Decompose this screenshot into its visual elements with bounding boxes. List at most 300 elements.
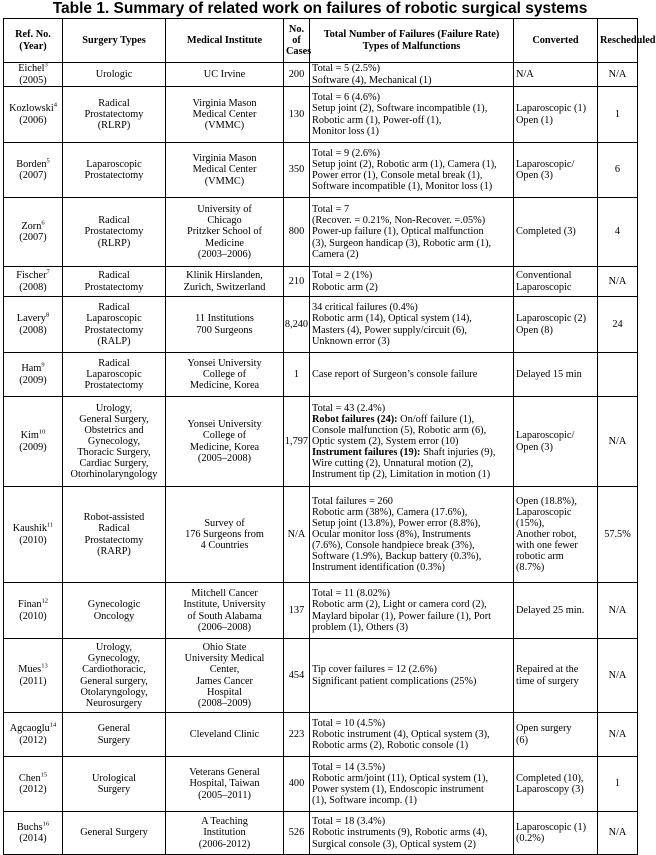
cell-line: Medicine, Korea: [189, 441, 260, 453]
cell-line: Laparoscopic: [516, 281, 572, 293]
cell-line: Cardiac Surgery,: [79, 458, 149, 470]
cell-line: Urology,: [95, 642, 133, 654]
cell-line: General Surgery: [80, 827, 148, 839]
cell-cases: 130: [284, 87, 310, 143]
ref-number: 8: [45, 311, 50, 319]
ref-year: (2012): [19, 784, 47, 795]
failure-line: [312, 92, 511, 103]
failure-line: [312, 325, 511, 336]
cell-line: Open (18.8%),: [516, 495, 577, 507]
cell-line: Medicine, Korea: [189, 380, 260, 392]
cell-converted: [514, 812, 598, 855]
cell-ref: [4, 353, 63, 397]
cell-line: Prostatectomy: [84, 108, 144, 120]
cell-cases: 400: [284, 757, 310, 812]
cell-line: Prostatectomy: [84, 534, 144, 546]
failure-text: Power system (1), Endoscopic instrument: [312, 784, 484, 795]
cell-line: Conventional: [516, 270, 572, 282]
table-row: [4, 397, 638, 487]
cell-line: 11 Institutions: [195, 313, 254, 325]
failure-line: [312, 226, 511, 237]
failure-line: [312, 115, 511, 126]
cell-line: (2008–2009): [197, 697, 252, 709]
cell-failures: [310, 487, 514, 583]
cell-line: Laparoscopic/: [516, 430, 575, 442]
ref-year: (2008): [19, 281, 47, 293]
failure-text: Robotic arm (14), Optical system (14),: [312, 313, 472, 325]
cell-converted: [514, 87, 598, 143]
ref-author: Buchs: [16, 821, 43, 833]
failure-text: Maylard bipolar (1), Power failure (1), Port: [312, 610, 491, 622]
failure-text: Instrument identification (0.3%): [312, 562, 445, 574]
ref-author: Borden: [16, 158, 47, 170]
failure-text: Shaft injuries (9),: [420, 447, 496, 459]
cell-rescheduled: 6: [598, 143, 638, 198]
ref-number: 6: [41, 219, 45, 227]
cell-line: (8.7%): [516, 562, 545, 574]
cell-ref: [4, 87, 63, 143]
failure-line: [312, 839, 511, 850]
header-cases: [284, 19, 310, 63]
cell-ref: [4, 143, 63, 198]
table-row: [4, 87, 638, 143]
header-rescheduled: [598, 19, 656, 63]
cell-line: (Year): [19, 40, 47, 52]
cell-line: N/A: [516, 68, 534, 80]
cell-line: Thoracic Surgery,: [77, 447, 151, 459]
cell-line: Zurich, Switzerland: [183, 281, 266, 293]
failure-text: Robotic arm (2), Light or camera cord (2),: [312, 599, 487, 611]
cell-cases: 200: [284, 63, 310, 87]
failure-line: [312, 403, 511, 414]
failure-line: [312, 529, 511, 540]
cell-line: (VMMC): [204, 120, 245, 132]
cell-ref: [4, 198, 63, 267]
cell-line: Medical Center: [192, 164, 257, 176]
table-row: [4, 583, 638, 639]
ref-author: Finan: [18, 599, 42, 611]
cell-line: Laparoscopic (2): [516, 313, 587, 325]
failure-line: [312, 551, 511, 562]
header-ref: [4, 19, 63, 63]
table-row: [4, 639, 638, 713]
cell-surgery-types: [63, 812, 166, 855]
ref-number: 10: [38, 428, 46, 436]
failure-text: (Recover. = 0.21%, Non-Recover. =.05%): [312, 215, 486, 227]
failure-line: [312, 773, 511, 784]
ref-year: (2010): [19, 610, 47, 622]
failure-text: Total = 11 (8.02%): [312, 588, 390, 600]
failure-line: [312, 729, 511, 740]
cell-line: Delayed 25 min.: [516, 604, 585, 616]
cell-medical-institute: [166, 198, 284, 267]
table-row: [4, 143, 638, 198]
failure-text: Camera (2): [312, 248, 359, 260]
table-row: [4, 713, 638, 757]
ref-number: 5: [46, 157, 50, 165]
ref-author-line: [6, 103, 60, 114]
failure-text: Tip cover failures = 12 (2.6%): [312, 664, 437, 676]
cell-line: Prostatectomy: [84, 170, 144, 181]
cell-failures: [310, 583, 514, 639]
failure-text: Total = 43 (2.4%): [312, 402, 386, 414]
cell-cases: 454: [284, 639, 310, 713]
ref-year: (2011): [19, 675, 47, 687]
failure-line: [312, 313, 511, 324]
cell-line: Radical: [98, 302, 130, 314]
failure-text: Software (1.9%), Backup battery (0.3%),: [312, 551, 482, 563]
ref-author-line: [6, 664, 60, 675]
cell-failures: [310, 63, 514, 87]
cell-line: College of: [202, 368, 247, 380]
cell-ref: [4, 63, 63, 87]
failure-line: [312, 784, 511, 795]
cell-surgery-types: [63, 143, 166, 198]
failure-text: Total = 18 (3.4%): [312, 816, 386, 828]
cell-failures: [310, 397, 514, 487]
cell-converted: [514, 487, 598, 583]
failure-text: Monitor loss (1): [312, 125, 379, 137]
cell-line: (6): [516, 734, 529, 746]
failure-line: [312, 762, 511, 773]
failure-line: [312, 496, 511, 507]
cell-line: Veterans General: [189, 767, 260, 779]
cell-line: (RARP): [97, 545, 131, 557]
failure-text: Setup joint (2), Robotic arm (1), Camera (1),: [312, 158, 497, 170]
cell-rescheduled: N/A: [598, 397, 638, 487]
failure-line: [312, 518, 511, 529]
cell-line: (0.2%): [516, 833, 545, 844]
cell-cases: 526: [284, 812, 310, 855]
failure-text: (3), Surgeon handicap (3), Robotic arm (1),: [312, 237, 492, 249]
ref-author: Eichel: [18, 63, 45, 75]
cell-surgery-types: [63, 63, 166, 87]
failure-text: Setup joint (13.8%), Power error (8.8%),: [312, 517, 481, 529]
cell-surgery-types: [63, 583, 166, 639]
cell-line: Cardiothoracic,: [82, 664, 146, 676]
cell-line: Urology,: [95, 402, 133, 414]
cell-cases: 800: [284, 198, 310, 267]
failure-text: Wire cutting (2), Unnatural motion (2),: [312, 458, 474, 470]
cell-rescheduled: N/A: [598, 639, 638, 713]
cell-surgery-types: [63, 639, 166, 713]
cell-surgery-types: [63, 198, 166, 267]
failure-line: [312, 827, 511, 838]
header-surgery-types: [63, 19, 166, 63]
cell-converted: [514, 297, 598, 353]
failure-line: [312, 599, 511, 610]
ref-author: Ham: [21, 363, 42, 375]
failure-text: Ocular monitor loss (8%), Instruments: [312, 528, 471, 540]
cell-medical-institute: [166, 639, 284, 713]
cell-line: (RLRP): [97, 120, 131, 132]
failure-category: Robot failures (24):: [312, 413, 398, 425]
failure-text: Robotic arm (38%), Camera (17.6%),: [312, 506, 468, 518]
cell-ref: [4, 297, 63, 353]
cell-line: Completed (10),: [516, 772, 584, 784]
cell-line: A Teaching: [201, 816, 248, 828]
table-row: [4, 757, 638, 812]
ref-author-line: [6, 430, 60, 441]
cell-line: Prostatectomy: [84, 324, 144, 336]
ref-year: (2005): [19, 74, 47, 86]
failure-text: Case report of Surgeon’s console failure: [312, 368, 478, 380]
failure-text: Total = 5 (2.5%): [312, 63, 380, 75]
cell-line: Hospital, Taiwan: [189, 778, 260, 790]
ref-number: 12: [41, 597, 48, 605]
cell-failures: [310, 87, 514, 143]
failure-line: [312, 458, 511, 469]
cell-rescheduled: 57.5%: [598, 487, 638, 583]
failure-line: [312, 816, 511, 827]
cell-medical-institute: [166, 713, 284, 757]
ref-author-line: [6, 313, 60, 324]
cell-line: Center,: [209, 664, 240, 676]
failures-table: [3, 18, 656, 855]
failure-line: [312, 447, 511, 458]
ref-author: Chen: [18, 772, 41, 784]
ref-number: 9: [41, 361, 45, 369]
cell-line: Rescheduled: [600, 34, 656, 46]
cell-rescheduled: [598, 353, 638, 397]
cell-line: Surgery: [97, 734, 131, 746]
cell-surgery-types: [63, 757, 166, 812]
cell-line: Medical Institute: [186, 34, 263, 46]
failure-text: Robotic instrument (4), Optical system (3),: [312, 728, 490, 740]
cell-line: Types of Malfunctions: [362, 40, 461, 52]
cell-failures: [310, 143, 514, 198]
failure-line: [312, 238, 511, 249]
cell-failures: [310, 713, 514, 757]
ref-author: Mues: [18, 664, 42, 676]
cell-line: Klinik Hirslanden,: [186, 270, 263, 282]
cell-line: No.: [288, 23, 305, 35]
cell-cases: 1: [284, 353, 310, 397]
failure-line: [312, 436, 511, 447]
failure-text: Robotic arm (2): [312, 281, 378, 293]
cell-line: Surgery: [97, 784, 131, 795]
cell-line: Surgery Types: [82, 34, 146, 46]
cell-line: Laparoscopic: [516, 506, 572, 518]
failure-text: Masters (4), Power supply/circuit (6),: [312, 324, 467, 336]
failure-line: [312, 425, 511, 436]
cell-line: (RLRP): [97, 237, 131, 249]
failure-text: Total = 10 (4.5%): [312, 717, 386, 729]
cell-line: of South Alabama: [187, 610, 262, 622]
failure-line: [312, 611, 511, 622]
cell-line: (2003–2006): [197, 248, 252, 260]
failure-line: [312, 270, 511, 281]
ref-author: Kim: [20, 430, 39, 442]
cell-failures: [310, 353, 514, 397]
cell-medical-institute: [166, 267, 284, 297]
failure-text: Robotic instruments (9), Robotic arms (4),: [312, 827, 488, 839]
cell-rescheduled: 1: [598, 757, 638, 812]
cell-line: Radical: [98, 523, 130, 535]
cell-converted: [514, 198, 598, 267]
cell-failures: [310, 812, 514, 855]
cell-line: (RALP): [97, 335, 131, 347]
cell-line: (15%),: [516, 517, 545, 529]
failure-text: Total = 2 (1%): [312, 270, 373, 282]
cell-ref: [4, 487, 63, 583]
failure-text: Significant patient complications (25%): [312, 675, 477, 687]
header-converted: [514, 19, 598, 63]
failure-text: Total = 6 (4.6%): [312, 92, 380, 104]
cell-line: Gynecologic: [87, 599, 141, 611]
cell-ref: [4, 812, 63, 855]
ref-author-line: [6, 773, 60, 784]
cell-line: Completed (3): [516, 226, 576, 238]
failure-line: [312, 170, 511, 181]
cell-failures: [310, 757, 514, 812]
cell-line: Medicine: [205, 237, 244, 249]
cell-surgery-types: [63, 487, 166, 583]
cell-medical-institute: [166, 63, 284, 87]
cell-converted: [514, 143, 598, 198]
ref-author: Fischer: [16, 270, 47, 282]
failure-text: On/off failure (1),: [397, 413, 475, 425]
header-failures: [310, 19, 514, 63]
cell-surgery-types: [63, 713, 166, 757]
ref-author-line: [6, 363, 60, 374]
cell-line: Cases: [286, 46, 312, 58]
failure-text: Total = 14 (3.5%): [312, 761, 386, 773]
ref-author-line: [6, 63, 60, 74]
failure-line: [312, 507, 511, 518]
cell-line: Laparoscopic: [86, 313, 142, 325]
cell-line: General Surgery,: [79, 413, 149, 425]
cell-surgery-types: [63, 397, 166, 487]
cell-line: Ref. No.: [15, 29, 51, 41]
cell-medical-institute: [166, 812, 284, 855]
failure-text: Total = 9 (2.6%): [312, 147, 380, 159]
cell-ref: [4, 757, 63, 812]
cell-cases: 1,797: [284, 397, 310, 487]
cell-ref: [4, 397, 63, 487]
failure-line: [312, 414, 511, 425]
ref-number: 16: [42, 820, 50, 828]
cell-converted: [514, 583, 598, 639]
cell-line: Delayed 15 min: [516, 368, 582, 380]
failure-line: [312, 282, 511, 293]
cell-line: Open (1): [516, 114, 553, 126]
ref-author: Agcaoglu: [9, 723, 50, 735]
cell-surgery-types: [63, 297, 166, 353]
cell-failures: [310, 198, 514, 267]
ref-author: Kaushik: [12, 523, 48, 535]
cell-line: robotic arm: [516, 551, 564, 563]
ref-author: Zorn: [21, 220, 42, 232]
table-row: [4, 353, 638, 397]
failure-line: [312, 588, 511, 599]
ref-year: (2009): [19, 374, 47, 386]
table-row: [4, 267, 638, 297]
ref-author-line: [6, 822, 60, 833]
table-row: [4, 487, 638, 583]
cell-line: Otolaryngology,: [80, 686, 148, 698]
ref-number: 13: [41, 662, 48, 670]
ref-author-line: [6, 599, 60, 610]
cell-failures: [310, 267, 514, 297]
cell-line: Gynecology,: [87, 435, 141, 447]
ref-author: Lavery: [16, 313, 46, 325]
cell-rescheduled: N/A: [598, 267, 638, 297]
failure-line: [312, 103, 511, 114]
cell-line: with one fewer: [516, 540, 578, 552]
ref-year: (2009): [19, 441, 47, 453]
ref-year: (2008): [19, 324, 47, 336]
ref-year: (2007): [19, 170, 47, 181]
cell-line: Laparoscopic (1): [516, 821, 587, 833]
cell-line: (2005–2008): [197, 452, 252, 464]
cell-line: Gynecology,: [87, 653, 141, 665]
ref-number: 4: [53, 101, 57, 109]
ref-author-line: [6, 523, 60, 534]
cell-line: Prostatectomy: [84, 226, 144, 238]
cell-cases: 137: [284, 583, 310, 639]
cell-line: Robot-assisted: [83, 512, 145, 524]
failure-text: problem (1), Others (3): [312, 621, 409, 633]
failure-text: Surgical console (3), Optical system (2): [312, 838, 476, 850]
failure-text: (7.6%), Console handpiece break (3%),: [312, 540, 475, 552]
cell-converted: [514, 757, 598, 812]
cell-medical-institute: [166, 487, 284, 583]
failure-line: [312, 302, 511, 313]
failure-text: Console malfunction (5), Robotic arm (6),: [312, 424, 487, 436]
cell-rescheduled: 4: [598, 198, 638, 267]
ref-author-line: [6, 221, 60, 232]
cell-line: (2006–2008): [197, 621, 252, 633]
ref-year: (2010): [19, 534, 47, 546]
cell-surgery-types: [63, 87, 166, 143]
failure-line: [312, 126, 511, 137]
failure-line: [312, 249, 511, 260]
failure-line: [312, 148, 511, 159]
cell-line: Institute, University: [183, 599, 266, 611]
cell-line: 176 Surgeons from: [185, 528, 264, 540]
failure-text: Optic system (2), System error (10): [312, 435, 459, 447]
cell-rescheduled: 24: [598, 297, 638, 353]
cell-line: (2005–2011): [198, 789, 251, 801]
failure-line: [312, 795, 511, 806]
ref-author-line: [6, 270, 60, 281]
ref-author-line: [6, 159, 60, 170]
failure-line: [312, 622, 511, 633]
cell-line: Open surgery: [516, 723, 572, 735]
cell-line: Prostatectomy: [84, 281, 144, 293]
cell-line: Open (3): [516, 441, 553, 453]
cell-line: Prostatectomy: [84, 380, 144, 392]
cell-line: time of surgery: [516, 675, 579, 687]
header-row: [4, 19, 638, 63]
cell-line: Medical Center: [192, 108, 257, 120]
cell-line: Obstetrics and: [84, 424, 144, 436]
cell-line: (VMMC): [204, 175, 245, 187]
cell-cases: 210: [284, 267, 310, 297]
ref-number: 15: [40, 771, 48, 779]
failure-line: [312, 718, 511, 729]
cell-line: Laparoscopy (3): [516, 784, 584, 795]
cell-converted: [514, 639, 598, 713]
cell-cases: N/A: [284, 487, 310, 583]
failure-line: [312, 215, 511, 226]
cell-line: Radical: [98, 270, 130, 282]
failure-line: [312, 664, 511, 675]
cell-line: Radical: [98, 97, 130, 109]
failure-text: Setup joint (2), Software incompatible (1),: [312, 103, 488, 115]
cell-rescheduled: N/A: [598, 713, 638, 757]
